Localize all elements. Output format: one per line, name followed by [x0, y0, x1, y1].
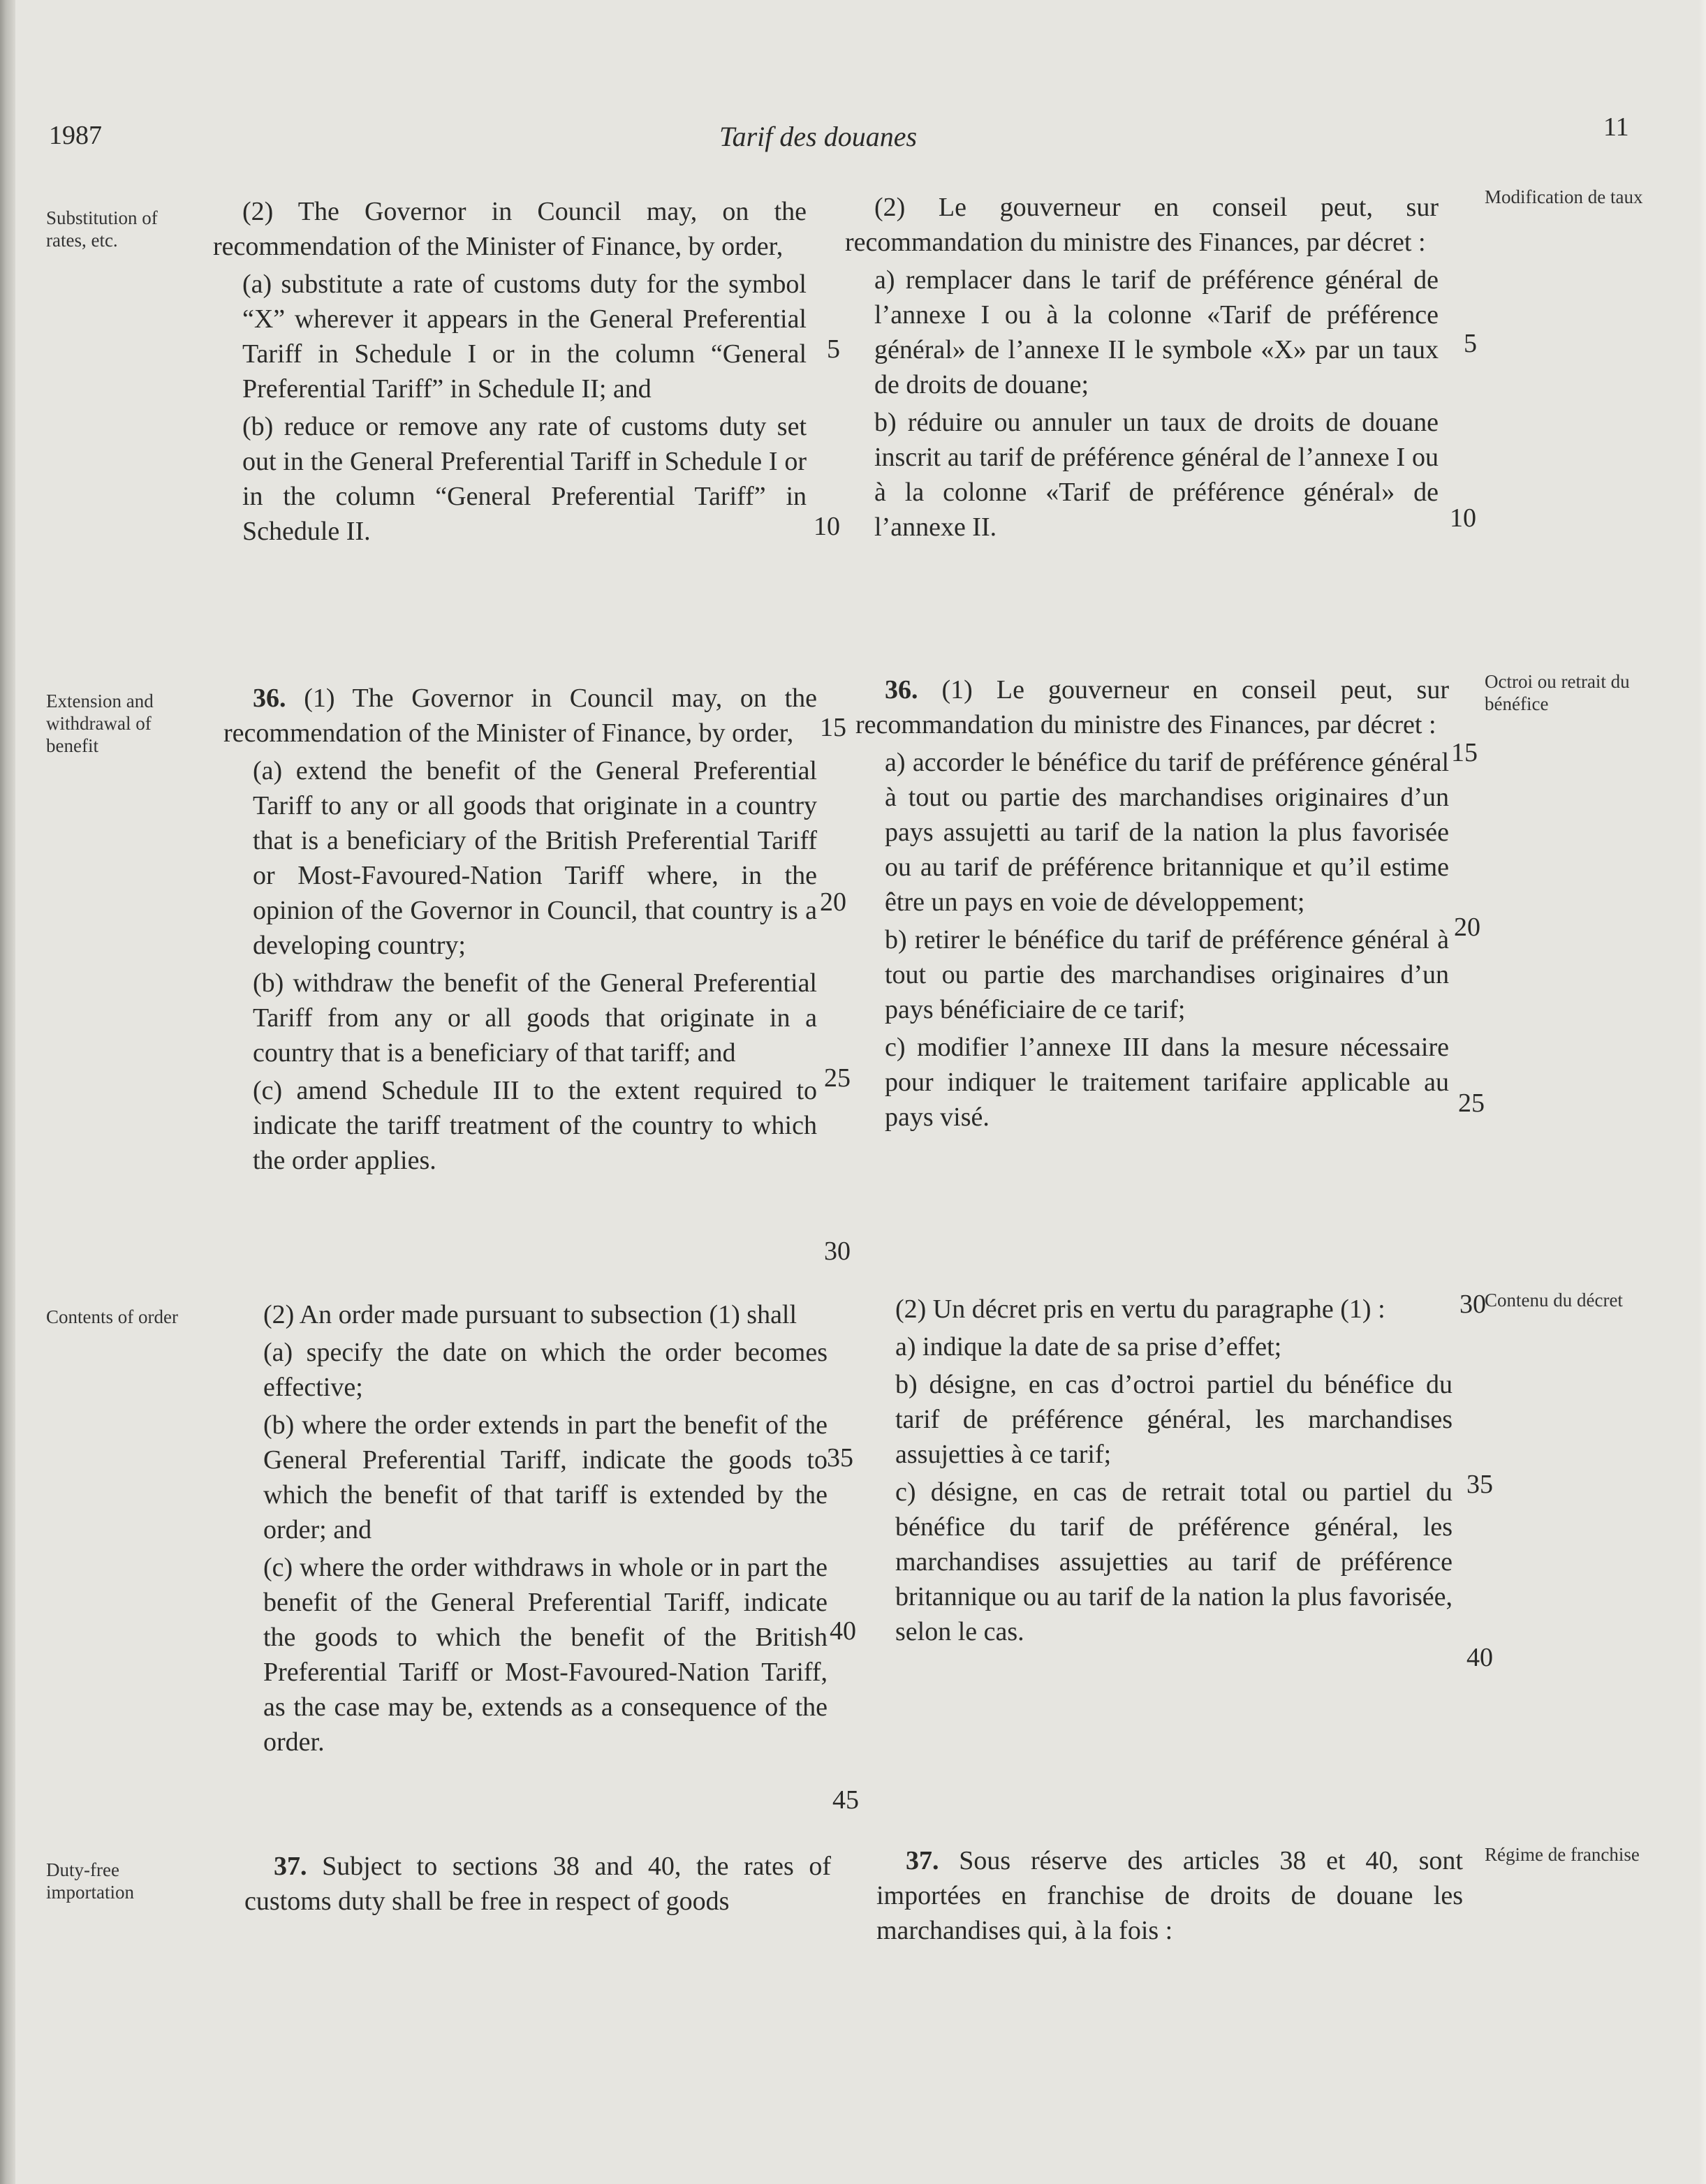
paragraph-b: b) retirer le bénéfice du tarif de préférence général à tout ou partie des marchandises originaires d’un pays bénéficiaire de ce tarif;: [885, 925, 1449, 1024]
paragraph-a: (a) substitute a rate of customs duty for the symbol “X” wherever it appears in the General Preferential Tariff in Schedule I or in the column “General Preferential Tariff” in Schedule II; and: [242, 270, 807, 404]
line-number: 20: [1454, 913, 1480, 942]
section-en: [213, 194, 807, 552]
section-fr: [876, 1843, 1463, 1951]
line-number: 35: [827, 1443, 853, 1473]
subsection-text: (2) An order made pursuant to subsection (1) shall: [263, 1300, 797, 1329]
line-number: 40: [830, 1616, 856, 1646]
line-number: 15: [820, 713, 846, 742]
page-number: 11: [1603, 112, 1629, 142]
section-number: 36.: [253, 684, 286, 713]
paragraph-b: b) désigne, en cas d’octroi partiel du bénéfice du tarif de préférence général, les marchandises assujetties à ce tarif;: [895, 1370, 1453, 1469]
line-number: 30: [1459, 1290, 1486, 1319]
margin-note-en: Contents of order: [46, 1306, 178, 1327]
line-number: 10: [1450, 503, 1476, 533]
section-number: 37.: [906, 1846, 939, 1875]
paragraph-b: (b) withdraw the benefit of the General Preferential Tariff from any or all goods that originate in a country that is a beneficiary of that tariff; and: [253, 968, 817, 1068]
section-fr: [866, 1292, 1453, 1652]
margin-note-en: Extension and withdrawal of benefit: [46, 691, 154, 756]
book-spine-shadow: [0, 0, 15, 2184]
section-fr: [855, 672, 1449, 1137]
line-number: 5: [827, 334, 840, 364]
paragraph-a: a) accorder le bénéfice du tarif de préférence général à tout ou partie des marchandises originaires d’un pays assujetti au tarif de la nation la plus favorisée ou au tarif de préférence britannique et qu’il estime être un pays en voie de développement;: [885, 748, 1449, 917]
paragraph-a: (a) extend the benefit of the General Preferential Tariff to any or all goods that originate in a country that is a beneficiary of the British Preferential Tariff or Most-Favoured-Nation Tariff where, in the opinion of the Governor in Council, that country is a developing country;: [253, 756, 817, 960]
paragraph-b: (b) where the order extends in part the benefit of the General Preferential Tariff, indicate the goods to which the benefit of that tariff is extended by the order; and: [263, 1410, 828, 1544]
paragraph-b: (b) reduce or remove any rate of customs duty set out in the General Preferential Tariff in Schedule I or in the column “General Preferential Tariff” in Schedule II.: [242, 412, 807, 546]
paragraph-a: a) remplacer dans le tarif de préférence général de l’annexe I ou à la colonne «Tarif de préférence général» de l’annexe II le symbole «X» par un taux de droits de douane;: [874, 265, 1439, 399]
header-title: Tarif des douanes: [719, 121, 918, 152]
margin-note-fr: Contenu du décret: [1485, 1290, 1623, 1311]
subsection-text: (2) Le gouverneur en conseil peut, sur recommandation du ministre des Finances, par décret :: [845, 193, 1439, 257]
paragraph-c: c) désigne, en cas de retrait total ou partiel du bénéfice du tarif de préférence général, les marchandises assujetties au tarif de préférence britannique ou au tarif de la nation la plus favorisée, selon le cas.: [895, 1477, 1453, 1646]
line-number: 10: [814, 512, 840, 541]
margin-note-fr: Régime de franchise: [1485, 1844, 1640, 1865]
line-number: 45: [832, 1785, 859, 1815]
page-edge: [1699, 0, 1706, 2184]
line-number: 15: [1451, 738, 1478, 767]
paragraph-c: (c) where the order withdraws in whole or in part the benefit of the General Preferential Tariff, indicate the goods to which the benefit of the British Preferential Tariff or Most-Favoured-Nation Tariff, as the case may be, extends as a consequence of the order.: [263, 1553, 828, 1757]
paragraph-c: (c) amend Schedule III to the extent required to indicate the tariff treatment of the country to which the order applies.: [253, 1076, 817, 1175]
line-number: 30: [824, 1237, 851, 1266]
paragraph-a: (a) specify the date on which the order becomes effective;: [263, 1338, 828, 1402]
section-text: Sous réserve des articles 38 et 40, sont importées en franchise de droits de douane les marchandises qui, à la fois :: [876, 1846, 1463, 1945]
section-en: [234, 1297, 828, 1762]
subsection-text: (1) The Governor in Council may, on the recommendation of the Minister of Finance, by order,: [223, 684, 817, 748]
margin-note-en: Duty-free importation: [46, 1859, 134, 1903]
section-fr: [845, 190, 1439, 547]
margin-note-fr: Octroi ou retrait du bénéfice: [1485, 671, 1630, 714]
line-number: 25: [824, 1063, 851, 1093]
line-number: 35: [1466, 1470, 1493, 1499]
subsection-text: (2) The Governor in Council may, on the recommendation of the Minister of Finance, by order,: [213, 197, 807, 261]
line-number: 25: [1458, 1089, 1485, 1118]
line-number: 5: [1464, 329, 1477, 358]
line-number: 40: [1466, 1643, 1493, 1672]
subsection-text: (1) Le gouverneur en conseil peut, sur recommandation du ministre des Finances, par décret :: [855, 675, 1450, 739]
section-number: 37.: [274, 1852, 307, 1881]
line-number: 20: [820, 887, 846, 917]
subsection-text: (2) Un décret pris en vertu du paragraphe (1) :: [895, 1294, 1385, 1324]
section-en: [223, 681, 817, 1181]
section-number: 36.: [885, 675, 918, 704]
paragraph-b: b) réduire ou annuler un taux de droits de douane inscrit au tarif de préférence général de l’annexe I ou à la colonne «Tarif de préférence général» de l’annexe II.: [874, 408, 1439, 542]
margin-note-fr: Modification de taux: [1485, 186, 1643, 207]
section-en: [244, 1849, 831, 1921]
section-text: Subject to sections 38 and 40, the rates of customs duty shall be free in respect of goods: [244, 1852, 832, 1916]
margin-note-en: Substitution of rates, etc.: [46, 207, 158, 251]
header-year: 1987: [49, 121, 102, 150]
paragraph-c: c) modifier l’annexe III dans la mesure nécessaire pour indiquer le traitement tarifaire applicable au pays visé.: [885, 1033, 1449, 1132]
paragraph-a: a) indique la date de sa prise d’effet;: [895, 1332, 1282, 1362]
